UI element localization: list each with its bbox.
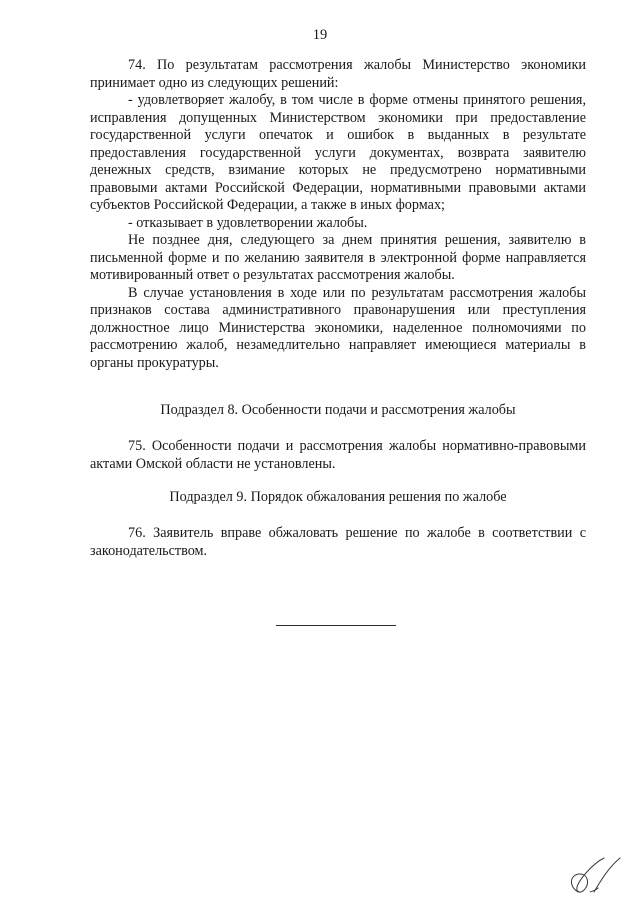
paragraph-74: 74. По результатам рассмотрения жалобы Министерство экономики принимает одно из следующих решений: (90, 57, 586, 91)
section-7-text (90, 57, 586, 372)
paragraph-74-option-satisfy: - удовлетворяет жалобу, в том числе в форме отмены принятого решения, исправления допущенных Министерством экономики при предоставление государственной услуги опечаток и ошибок в выданных в результате предоставления государственной услуги документах, возврата заявителю денежных средств, взимание которых не предусмотрено нормативными правовыми актами Российской Федерации, нормативными правовыми актами субъектов Российской Федерации, а также в иных формах; (90, 92, 586, 213)
subsection-9-text (90, 525, 586, 560)
paragraph-76: 76. Заявитель вправе обжаловать решение по жалобе в соответствии с законодательством. (90, 525, 586, 559)
subsection-8-text (90, 438, 586, 473)
end-of-text-divider (276, 625, 396, 626)
subsection-8-heading: Подраздел 8. Особенности подачи и рассмотрения жалобы (160, 402, 516, 418)
initials-signature (560, 852, 626, 898)
paragraph-74-option-refuse: - отказывает в удовлетворении жалобы. (128, 214, 368, 231)
paragraph-75: 75. Особенности подачи и рассмотрения жалобы нормативно-правовыми актами Омской области не установлены. (90, 438, 586, 472)
page-number: 19 (312, 27, 328, 43)
subsection-9-heading: Подраздел 9. Порядок обжалования решения по жалобе (169, 489, 507, 505)
paragraph-prosecutor-referral: В случае установления в ходе или по результатам рассмотрения жалобы признаков состава административного правонарушения или преступления должностное лицо Министерства экономики, наделенное полномочиями по рассмотрению жалоб, незамедлительно направляет имеющиеся материалы в органы прокуратуры. (90, 284, 586, 371)
paragraph-response-deadline: Не позднее дня, следующего за днем принятия решения, заявителю в письменной форме и по желанию заявителя в электронной форме направляется мотивированный ответ о результатах рассмотрения жалобы. (90, 232, 586, 283)
